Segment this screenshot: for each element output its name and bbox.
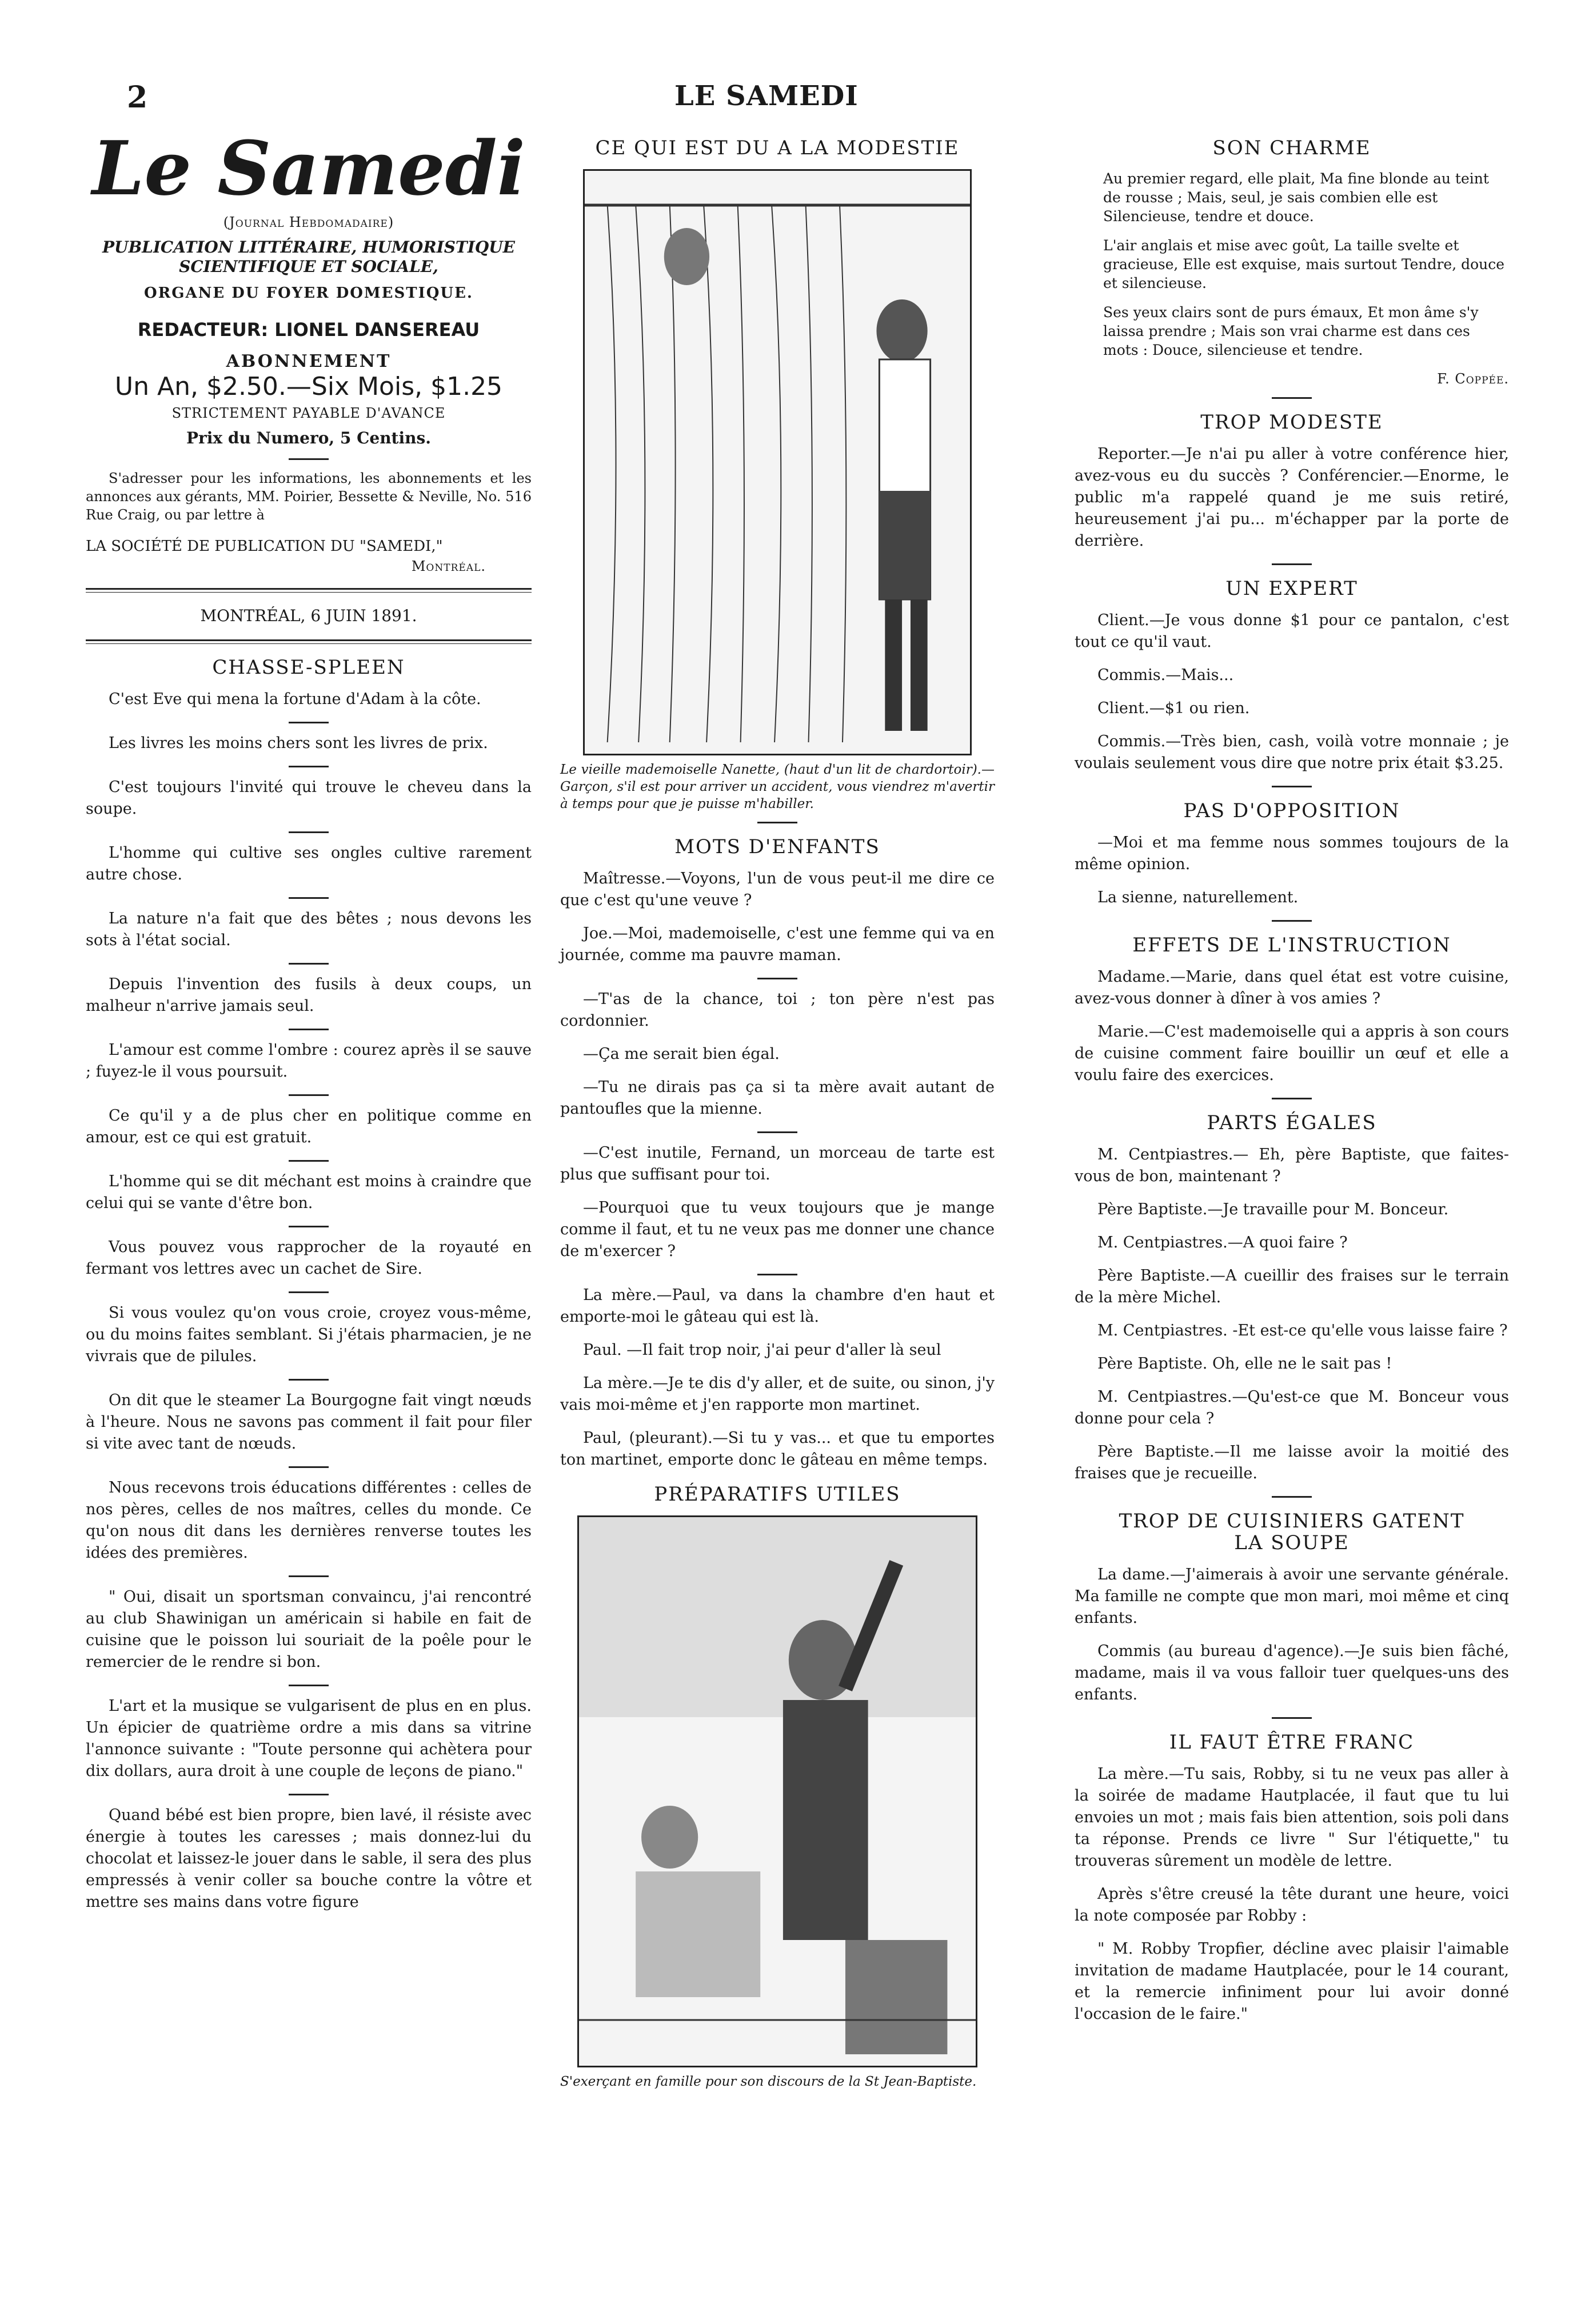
paragraph: —Tu ne dirais pas ça si ta mère avait autant de pantoufles que la mienne. <box>560 1078 995 1118</box>
list-item: Quand bébé est bien propre, bien lavé, il résiste avec énergie à toutes les caresses ; mais donnez-lui du chocolat et laissez-le jouer dans le sable, il sera des plus empressés à venir coller sa bouche contre la vôtre et mettre ses mains dans votre figure <box>86 1806 532 1911</box>
masthead-strictement: STRICTEMENT PAYABLE D'AVANCE <box>171 405 446 421</box>
list-item: Nous recevons trois éducations différentes : celles de nos pères, celles de nos maîtres, celles du monde. Ce qu'on nous dit dans les dernières renverse toutes les idées des premières. <box>86 1479 532 1562</box>
divider <box>289 1379 329 1381</box>
paragraph: " M. Robby Tropfier, décline avec plaisir l'aimable invitation de madame Hautplacée, pour le 14 courant, et la remercie infiniment pour lui avoir donné l'occasion de le faire." <box>1075 1940 1509 2023</box>
paragraph: Père Baptiste.—Je travaille pour M. Bonceur. <box>1097 1201 1449 1218</box>
paragraph: Client.—Je vous donne $1 pour ce pantalon, c'est tout ce qu'il vaut. <box>1075 611 1509 651</box>
section-title-cuisiniers: TROP DE CUISINIERS GATENT <box>1119 1510 1465 1533</box>
divider <box>1272 786 1312 787</box>
divider <box>289 963 329 965</box>
divider <box>289 1029 329 1030</box>
column-2 <box>560 137 995 2090</box>
divider <box>289 722 329 723</box>
section-title-mots-enfants: MOTS D'ENFANTS <box>674 835 880 858</box>
section-title-preparatifs: PRÉPARATIFS UTILES <box>654 1483 901 1506</box>
divider <box>289 897 329 899</box>
list-item: La nature n'a fait que des bêtes ; nous devons les sots à l'état social. <box>86 910 532 949</box>
paragraph: La sienne, naturellement. <box>1097 889 1299 906</box>
paragraph: Client.—$1 ou rien. <box>1097 699 1250 717</box>
paragraph: —Pourquoi que tu veux toujours que je mange comme il faut, et tu ne veux pas me donner une chance de m'exercer ? <box>560 1199 995 1260</box>
page-number: 2 <box>127 80 148 115</box>
illustration-preparatifs <box>577 1515 977 2067</box>
paragraph: Paul. —Il fait trop noir, j'ai peur d'aller là seul <box>583 1341 941 1359</box>
divider <box>86 639 532 644</box>
section-title-franc: IL FAUT ÊTRE FRANC <box>1169 1731 1415 1754</box>
poem-stanza: Ses yeux clairs sont de purs émaux, Et mon âme s'y laissa prendre ; Mais son vrai charme est dans ces mots : Douce, silencieuse et tendre. <box>1103 304 1479 358</box>
section-title-cuisiniers-2: LA SOUPE <box>1234 1531 1350 1554</box>
divider <box>289 1685 329 1686</box>
list-item: L'art et la musique se vulgarisent de plus en en plus. Un épicier de quatrième ordre a mis dans sa vitrine l'annonce suivante : "Toute personne qui achètera pour dix dollars, aura droit à une couple de leçons de piano." <box>86 1697 532 1780</box>
section-title-pas-opposition: PAS D'OPPOSITION <box>1183 799 1400 822</box>
divider <box>1272 563 1312 565</box>
paragraph: —Moi et ma femme nous sommes toujours de la même opinion. <box>1075 834 1509 873</box>
divider <box>1272 1496 1312 1498</box>
list-item: Vous pouvez vous rapprocher de la royauté en fermant vos lettres avec un cachet de Sire. <box>86 1238 532 1278</box>
paragraph: M. Centpiastres.—Qu'est-ce que M. Bonceur vous donne pour cela ? <box>1075 1388 1509 1427</box>
list-item: Ce qu'il y a de plus cher en politique comme en amour, est ce qui est gratuit. <box>86 1107 532 1146</box>
divider <box>289 1160 329 1162</box>
masthead-organ: ORGANE DU FOYER DOMESTIQUE. <box>144 285 473 302</box>
list-item: L'homme qui cultive ses ongles cultive rarement autre chose. <box>86 844 532 883</box>
paragraph: Commis.—Mais... <box>1097 666 1234 684</box>
list-item: Depuis l'invention des fusils à deux coups, un malheur n'arrive jamais seul. <box>86 975 532 1015</box>
masthead-societe: LA SOCIÉTÉ DE PUBLICATION DU "SAMEDI," <box>86 538 443 555</box>
paragraph: La dame.—J'aimerais à avoir une servante générale. Ma famille ne compte que mon mari, moi même et cinq enfants. <box>1075 1566 1509 1627</box>
divider <box>289 1466 329 1468</box>
paragraph: Paul, (pleurant).—Si tu y vas... et que tu emportes ton martinet, emporte donc le gâteau en même temps. <box>560 1429 995 1469</box>
family-illustration <box>579 1517 976 2066</box>
masthead-prices: Un An, $2.50.—Six Mois, $1.25 <box>114 372 503 401</box>
section-title-un-expert: UN EXPERT <box>1225 577 1358 600</box>
divider <box>289 1291 329 1293</box>
divider <box>757 1274 797 1275</box>
masthead-montreal: Montréal. <box>411 558 486 574</box>
divider <box>757 978 797 979</box>
caption-modestie: Le vieille mademoiselle Nanette, (haut d'un lit de chardortoir).—Garçon, s'il est pour arriver un accident, vous viendrez m'avertir à temps pour que je puisse m'habiller. <box>560 762 995 811</box>
paragraph: Madame.—Marie, dans quel état est votre cuisine, avez-vous donner à dîner à vos amies ? <box>1075 968 1509 1007</box>
paragraph: Commis.—Très bien, cash, voilà votre monnaie ; je voulais seulement vous dire que notre prix était $3.25. <box>1075 733 1509 772</box>
paragraph: Marie.—C'est mademoiselle qui a appris à son cours de cuisine comment faire bouillir un œuf et elle a voulu faire des exercices. <box>1075 1023 1509 1084</box>
list-item: C'est toujours l'invité qui trouve le cheveu dans la soupe. <box>86 778 532 818</box>
list-item: C'est Eve qui mena la fortune d'Adam à la côte. <box>109 690 481 708</box>
list-item: L'amour est comme l'ombre : courez après il se sauve ; fuyez-le il vous poursuit. <box>86 1041 532 1081</box>
paragraph: Père Baptiste.—Il me laisse avoir la moitié des fraises que je recueille. <box>1075 1443 1509 1482</box>
paragraph: La mère.—Je te dis d'y aller, et de suite, ou sinon, j'y vais moi-même et j'en rapporte mon martinet. <box>560 1374 995 1414</box>
divider <box>289 1094 329 1096</box>
paragraph: Père Baptiste.—A cueillir des fraises sur le terrain de la mère Michel. <box>1075 1267 1509 1306</box>
divider <box>289 1575 329 1577</box>
divider <box>289 1794 329 1795</box>
masthead-address: S'adresser pour les informations, les abonnements et les annonces aux gérants, MM. Poirier, Bessette & Neville, No. 516 Rue Craig, ou par lettre à <box>86 470 532 523</box>
journal-type: (Journal Hebdomadaire) <box>223 214 394 230</box>
paragraph: La mère.—Paul, va dans la chambre d'en haut et emporte-moi le gâteau qui est là. <box>560 1286 995 1326</box>
masthead-title: Le Samedi <box>91 125 526 212</box>
illustration-modestie <box>583 169 972 755</box>
paragraph: M. Centpiastres. -Et est-ce qu'elle vous laisse faire ? <box>1097 1322 1508 1339</box>
paragraph: Joe.—Moi, mademoiselle, c'est une femme qui va en journée, comme ma pauvre maman. <box>560 925 995 964</box>
divider <box>1272 397 1312 399</box>
divider <box>86 588 532 593</box>
column-3 <box>1075 137 1509 2037</box>
list-item: " Oui, disait un sportsman convaincu, j'ai rencontré au club Shawinigan un américain si habile en fait de cuisine que le poisson lui souriait de la poêle pour le remercier de le rendre si bon. <box>86 1588 532 1671</box>
divider <box>289 458 329 460</box>
section-title-modestie: CE QUI EST DU A LA MODESTIE <box>595 137 960 159</box>
paragraph: Après s'être creusé la tête durant une heure, voici la note composée par Robby : <box>1075 1885 1509 1925</box>
poem-stanza: Au premier regard, elle plait, Ma fine blonde au teint de rousse ; Mais, seul, je sais combien elle est Silencieuse, tendre et douce. <box>1103 170 1489 225</box>
paragraph: M. Centpiastres.—A quoi faire ? <box>1097 1234 1348 1251</box>
masthead-prix-numero: Prix du Numero, 5 Centins. <box>186 429 431 447</box>
curtain-illustration <box>585 171 970 754</box>
masthead-subtitle-1: PUBLICATION LITTÉRAIRE, HUMORISTIQUE <box>102 238 515 257</box>
list-item: On dit que le steamer La Bourgogne fait vingt nœuds à l'heure. Nous ne savons pas comment il fait pour filer si vite avec tant de nœuds. <box>86 1391 532 1453</box>
section-title-son-charme: SON CHARME <box>1212 137 1371 159</box>
section-title-effets: EFFETS DE L'INSTRUCTION <box>1132 934 1451 957</box>
chasse-spleen-list <box>86 689 532 1913</box>
divider <box>757 822 797 823</box>
section-title-chasse-spleen: CHASSE-SPLEEN <box>212 656 405 679</box>
divider <box>1272 1098 1312 1099</box>
running-title: LE SAMEDI <box>674 80 859 112</box>
paragraph: Maîtresse.—Voyons, l'un de vous peut-il me dire ce que c'est qu'une veuve ? <box>560 870 995 909</box>
divider <box>1272 920 1312 922</box>
paragraph: Reporter.—Je n'ai pu aller à votre conférence hier, avez-vous eu du succès ? Conférencier.—Enorme, le public m'a rappelé quand je me suis retiré, heureusement j'ai pu... m'échapper par la porte de derrière. <box>1075 445 1509 550</box>
dateline: MONTRÉAL, 6 JUIN 1891. <box>200 606 417 625</box>
paragraph: —Ça me serait bien égal. <box>583 1045 780 1063</box>
divider <box>289 1226 329 1227</box>
divider <box>289 766 329 767</box>
paragraph: —C'est inutile, Fernand, un morceau de tarte est plus que suffisant pour toi. <box>560 1144 995 1183</box>
paragraph: La mère.—Tu sais, Robby, si tu ne veux pas aller à la soirée de madame Hautplacée, il faut que tu lui envoies un mot ; mais fais bien attention, sois poli dans ta réponse. Prends ce livre " Sur l'étiquette," tu trouveras sûrement un modèle de lettre. <box>1075 1765 1509 1870</box>
section-title-parts-egales: PARTS ÉGALES <box>1207 1111 1377 1134</box>
masthead-abonnement: ABONNEMENT <box>226 351 392 371</box>
divider <box>757 1131 797 1133</box>
section-title-trop-modeste: TROP MODESTE <box>1200 411 1383 434</box>
paragraph: Père Baptiste. Oh, elle ne le sait pas ! <box>1097 1355 1392 1373</box>
caption-preparatifs: S'exerçant en famille pour son discours de la St Jean-Baptiste. <box>560 2074 977 2089</box>
column-1 <box>86 125 532 1925</box>
list-item: Les livres les moins chers sont les livres de prix. <box>109 734 488 752</box>
masthead-redacteur: REDACTEUR: LIONEL DANSEREAU <box>137 319 480 341</box>
paragraph: M. Centpiastres.— Eh, père Baptiste, que faites-vous de bon, maintenant ? <box>1075 1146 1509 1185</box>
paragraph: Commis (au bureau d'agence).—Je suis bien fâché, madame, mais il va vous falloir tuer quelques-uns des enfants. <box>1075 1642 1509 1703</box>
masthead-subtitle-2: SCIENTIFIQUE ET SOCIALE, <box>179 257 438 276</box>
paragraph: —T'as de la chance, toi ; ton père n'est pas cordonnier. <box>560 990 995 1030</box>
list-item: Si vous voulez qu'on vous croie, croyez vous-même, ou du moins faites semblant. Si j'étais pharmacien, je ne vivrais que de pilules. <box>86 1304 532 1365</box>
poem-stanza: L'air anglais et mise avec goût, La taille svelte et gracieuse, Elle est exquise, mais surtout Tendre, douce et silencieuse. <box>1103 237 1505 291</box>
list-item: L'homme qui se dit méchant est moins à craindre que celui qui se vante d'être bon. <box>86 1173 532 1212</box>
divider <box>289 831 329 833</box>
poem-author: F. Coppée. <box>1437 371 1509 387</box>
divider <box>1272 1717 1312 1719</box>
